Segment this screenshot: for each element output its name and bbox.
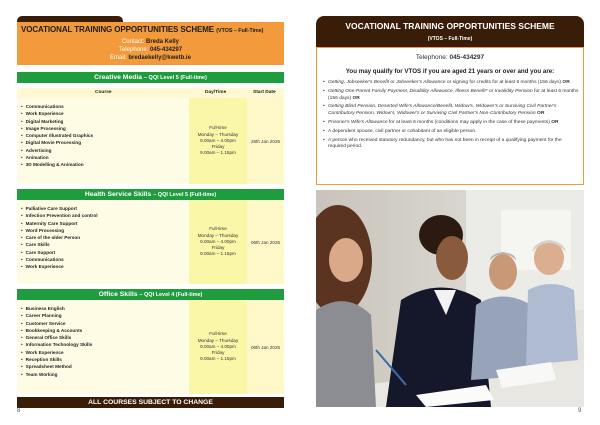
course-item: • Animation (21, 154, 189, 161)
classroom-photo-illustration (316, 190, 584, 407)
eligibility-item (323, 80, 579, 87)
start-date-cell: 06th Jan 2025 (247, 300, 284, 394)
eligibility-item (323, 129, 579, 136)
footer-notice: ALL COURSES SUBJECT TO CHANGE (17, 397, 284, 408)
contact-line (17, 39, 284, 45)
course-item: • Bookkeeping & Accounts (21, 327, 189, 334)
course-item: • Communications (21, 256, 189, 263)
eligibility-item-text: A person who received statutory redundancy, but who has not been in receipt of a qualifying payment for the required period. (328, 137, 562, 150)
eligibility-item-text: for at least 6 months (156 days) (328, 88, 579, 101)
course-item: • Reception Skills (21, 356, 189, 363)
left-title (21, 25, 263, 34)
right-telephone (317, 54, 583, 61)
daytime-line: Friday (211, 144, 225, 150)
daytime-line: Full-time (209, 226, 227, 232)
course-block-office-skills (17, 300, 284, 394)
right-page (300, 0, 600, 425)
daytime-line: 9.00am – 4.00pm (200, 343, 236, 349)
daytime-cell (189, 98, 247, 184)
course-items (17, 98, 189, 169)
eligibility-item-or: OR (535, 111, 545, 117)
course-item: • Computer Illustrated Graphics (21, 132, 189, 139)
course-item: • Work Experience (21, 263, 189, 270)
col-course-header: Course (95, 90, 112, 95)
course-list (17, 300, 189, 394)
section-title: Office Skills (98, 291, 138, 298)
daytime-line: 9.00am – 4.00pm (200, 137, 236, 143)
daytime-line: 9.00am – 4.00pm (200, 238, 236, 244)
eligibility-item (323, 138, 579, 152)
course-item: • Work Experience (21, 349, 189, 356)
course-list (17, 200, 189, 284)
course-item: • Work Experience (21, 110, 189, 117)
eligibility-item-text: or signing for credits for at least 6 months (156 days) (445, 80, 562, 85)
col-start-header: Start Date (253, 90, 276, 95)
course-list (17, 98, 189, 184)
telephone-label: Telephone: (118, 47, 149, 53)
qualify-heading: You may qualify for VTOS if you are aged 21 years or over and you are: (345, 68, 555, 75)
page-number-right: 9 (578, 408, 582, 414)
email-line (17, 55, 284, 61)
daytime-line: Friday (211, 245, 225, 251)
course-item: • Digital Marketing (21, 118, 189, 125)
page-number-left: 8 (17, 408, 21, 414)
start-date-cell: 26th Jan 2025 (247, 98, 284, 184)
eligibility-item-payment: Getting Blind Pension, Deserted Wife's Allowance/Benefit, Widow's, Widower's or Surviving Civil Partner's Contributory Pension, Widow's, Widower's or Surviving Civil Partner's Non-Contributory Pension (328, 104, 557, 117)
course-item: • Digital Movie Processing (21, 139, 189, 146)
left-title-text: VOCATIONAL TRAINING OPPORTUNITIES SCHEME (21, 25, 215, 34)
course-item: • Care of the older Person (21, 234, 189, 241)
section-title: Health Service Skills (84, 191, 152, 198)
eligibility-list (323, 80, 579, 153)
daytime-line: Full-time (209, 331, 227, 337)
eligibility-item (323, 120, 579, 127)
left-title-suffix: (VTOS – Full-Time) (216, 28, 264, 34)
course-block-health-service (17, 200, 284, 284)
course-item: • Care Skills (21, 241, 189, 248)
course-item: • Customer Service (21, 320, 189, 327)
daytime-line: 9.00am – 1.15pm (200, 356, 236, 362)
contact-label: Contact: (121, 39, 145, 45)
course-items (17, 300, 189, 378)
course-item: • Communications (21, 103, 189, 110)
eligibility-item-or: OR (549, 119, 559, 125)
daytime-line: 9.00am – 1.15pm (200, 251, 236, 257)
eligibility-item-payment: Getting One-Parent Family Payment, Disability Allowance, Illness Benefit* or Invalidity Pension (328, 88, 533, 94)
column-header-row (17, 88, 284, 98)
course-block-creative-media (17, 98, 284, 184)
section-bar-office-skills (17, 289, 284, 300)
course-item: • Business English (21, 305, 189, 312)
section-title: Creative Media (94, 74, 143, 81)
eligibility-box (316, 47, 584, 185)
course-item: • Maternity Care Support (21, 220, 189, 227)
course-item: • Team Working (21, 371, 189, 378)
start-date-cell: 06th Jan 2025 (247, 200, 284, 284)
eligibility-item-payment: Prisoner's Wife's Allowance (328, 119, 388, 125)
course-items (17, 200, 189, 271)
course-item: • Spreadsheet Method (21, 363, 189, 370)
course-item: • Image Processing (21, 125, 189, 132)
telephone-value: 045-434297 (449, 54, 485, 61)
daytime-line: Friday (211, 350, 225, 356)
course-item: • General Office Skills (21, 334, 189, 341)
course-item: • Word Processing (21, 227, 189, 234)
daytime-cell (189, 300, 247, 394)
right-subtitle: (VTOS – Full-Time) (427, 36, 473, 42)
course-item: • Care Support (21, 249, 189, 256)
left-header-box (17, 22, 284, 65)
telephone-label: Telephone: (415, 54, 448, 61)
eligibility-item-text: for at least 6 months (conditions may apply in the case of these payments) (387, 119, 550, 125)
eligibility-item (323, 104, 579, 118)
telephone-line (17, 47, 284, 53)
section-level: – QQI Level 4 (Full-time) (139, 292, 203, 298)
course-item: • Information Technology Skills (21, 341, 189, 348)
daytime-line: Full-time (209, 125, 227, 131)
course-item: • Career Planning (21, 312, 189, 319)
classroom-photo (316, 190, 584, 407)
daytime-line: Monday – Thursday (197, 131, 239, 137)
right-title-box (316, 16, 584, 47)
daytime-line: Monday – Thursday (197, 337, 239, 343)
daytime-cell (189, 200, 247, 284)
email-link[interactable]: bredaekelly@kwetb.ie (128, 55, 191, 61)
right-title: VOCATIONAL TRAINING OPPORTUNITIES SCHEME (345, 21, 555, 31)
section-bar-health-service (17, 189, 284, 200)
eligibility-item-text: A dependent spouse, civil partner or cohabitant of an eligible person. (328, 128, 477, 134)
section-level: – QQI Level 5 (Full-time) (153, 192, 217, 198)
course-item: • Advertising (21, 147, 189, 154)
course-item: • Palliative Care Support (21, 205, 189, 212)
eligibility-item-or: OR (351, 95, 360, 101)
telephone-value: 045-434297 (150, 47, 183, 53)
section-bar-creative-media (17, 72, 284, 83)
course-item: • 3D Modelling & Animation (21, 161, 189, 168)
daytime-line: Monday – Thursday (197, 232, 239, 238)
email-label: Email: (110, 55, 127, 61)
eligibility-item (323, 89, 579, 103)
eligibility-item-payment: Getting, Jobseeker's Benefit or Jobseeker's Allowance (328, 80, 446, 85)
col-daytime-header: Day/Time (205, 90, 227, 95)
contact-value: Breda Kelly (146, 39, 180, 45)
eligibility-item-or: OR (561, 80, 570, 85)
course-item: • Infection Prevention and control (21, 212, 189, 219)
section-level: – QQI Level 5 (Full-time) (143, 75, 207, 81)
daytime-line: 9.00am – 1.15pm (200, 150, 236, 156)
